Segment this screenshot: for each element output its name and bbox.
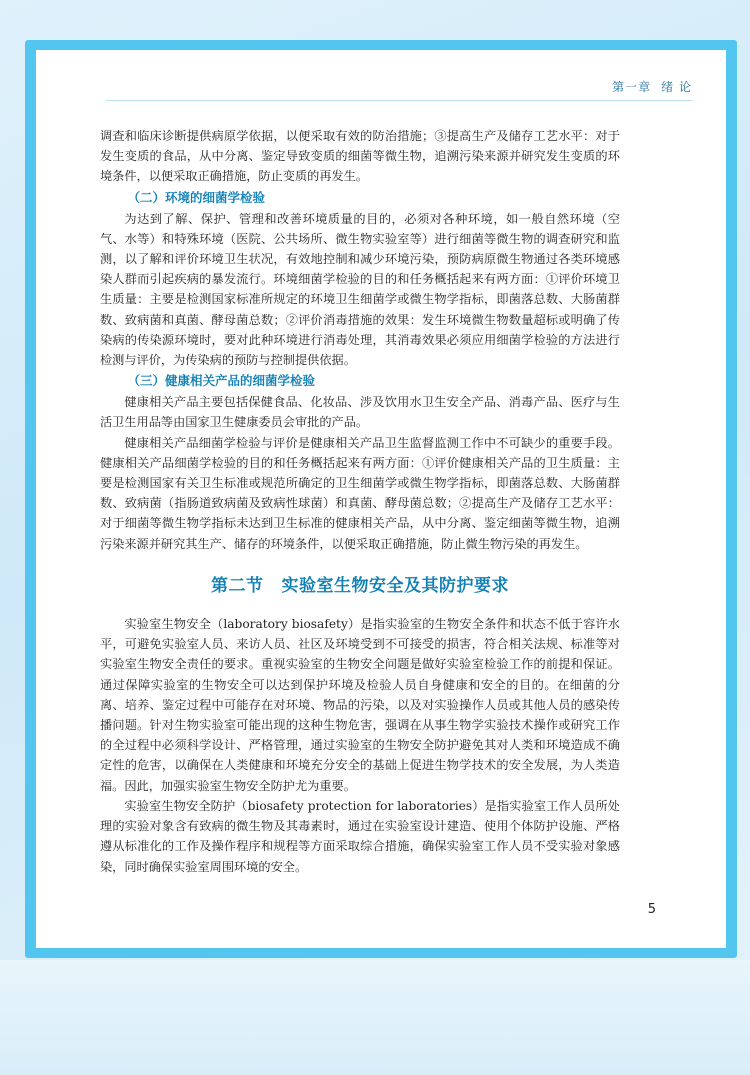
subsection-heading: （二）环境的细菌学检验 xyxy=(127,189,266,205)
book-page xyxy=(36,50,726,948)
subsection-heading: （三）健康相关产品的细菌学检验 xyxy=(127,373,316,389)
paragraph: 健康相关产品细菌学检验与评价是健康相关产品卫生监督监测工作中不可缺少的重要手段。健康相关产品细菌学检验的目的和任务概括起来有两方面：①评价健康相关产品的卫生质量：主要是检测国家有关卫生标准或规范所确定的卫生细菌学或微生物学指标，即菌落总数、大肠菌群数、致病菌（指肠道致病菌及致病性球菌）和真菌、酵母菌总数；②提高生产及储存工艺水平：对于细菌等微生物学指标未达到卫生标准的健康相关产品，从中分离、鉴定细菌等微生物，追溯污染来源并研究其生产、储存的环境条件，以便采取正确措施，防止微生物污染的再发生。 xyxy=(100,435,620,551)
chapter-number: 第一章 xyxy=(612,80,652,94)
page-body xyxy=(100,126,620,877)
paragraph: 为达到了解、保护、管理和改善环境质量的目的，必须对各种环境，如一般自然环境（空气、水等）和特殊环境（医院、公共场所、微生物实验室等）进行细菌等微生物的调查研究和监测，以了解和评价环境卫生状况，有效地控制和减少环境污染，预防病原微生物通过各类环境感染人群而引起疾病的暴发流行。环境细菌学检验的目的和任务概括起来有两方面：①评价环境卫生质量：主要是检测国家标准所规定的环境卫生细菌学或微生物学指标，即菌落总数、大肠菌群数、致病菌和真菌、酵母菌总数；②评价消毒措施的效果：发生环境微生物数量超标或明确了传染病的传染源环境时，要对此种环境进行消毒处理，其消毒效果必须应用细菌学检验的方法进行检测与评价，为传染病的预防与控制提供依据。 xyxy=(100,211,620,368)
background-band xyxy=(0,960,750,1075)
section-title: 实验室生物安全及其防护要求 xyxy=(281,575,509,596)
section-heading xyxy=(100,576,620,596)
chapter-title: 绪 论 xyxy=(661,80,692,94)
paragraph: 实验室生物安全防护（biosafety protection for laboratories）是指实验室工作人员所处理的实验对象含有致病的微生物及其毒素时，通过在实验室设计建造、使用个体防护设施、严格遵从标准化的工作及操作程序和规程等方面采取综合措施，确保实验室工作人员不受实验对象感染，同时确保实验室周围环境的安全。 xyxy=(100,798,620,874)
paragraph: 实验室生物安全（laboratory biosafety）是指实验室的生物安全条件和状态不低于容许水平，可避免实验室人员、来访人员、社区及环境受到不可接受的损害，符合相关法规、标准等对实验室生物安全责任的要求。重视实验室的生物安全问题是做好实验室检验工作的前提和保证。通过保障实验室的生物安全可以达到保护环境及检验人员自身健康和安全的目的。在细菌的分离、培养、鉴定过程中可能存在对环境、物品的污染，以及对实验操作人员或其他人员的感染传播问题。针对生物实验室可能出现的这种生物危害，强调在从事生物学实验技术操作或研究工作的全过程中必须科学设计、严格管理，通过实验室的生物安全防护避免其对人类和环境造成不确定性的危害，以确保在人类健康和环境充分安全的基础上促进生物学技术的安全发展，为人类造福。因此，加强实验室生物安全防护尤为重要。 xyxy=(100,617,620,793)
paragraph: 调查和临床诊断提供病原学依据，以便采取有效的防治措施；③提高生产及储存工艺水平：对于发生变质的食品，从中分离、鉴定导致变质的细菌等微生物，追溯污染来源并研究发生变质的环境条件，以便采取正确措施，防止变质的再发生。 xyxy=(100,129,620,184)
paragraph: 健康相关产品主要包括保健食品、化妆品、涉及饮用水卫生安全产品、消毒产品、医疗与生活卫生用品等由国家卫生健康委员会审批的产品。 xyxy=(100,395,620,430)
running-header xyxy=(612,78,692,95)
page-number: 5 xyxy=(647,902,656,917)
header-divider xyxy=(106,100,692,101)
section-number: 第二节 xyxy=(211,575,264,596)
